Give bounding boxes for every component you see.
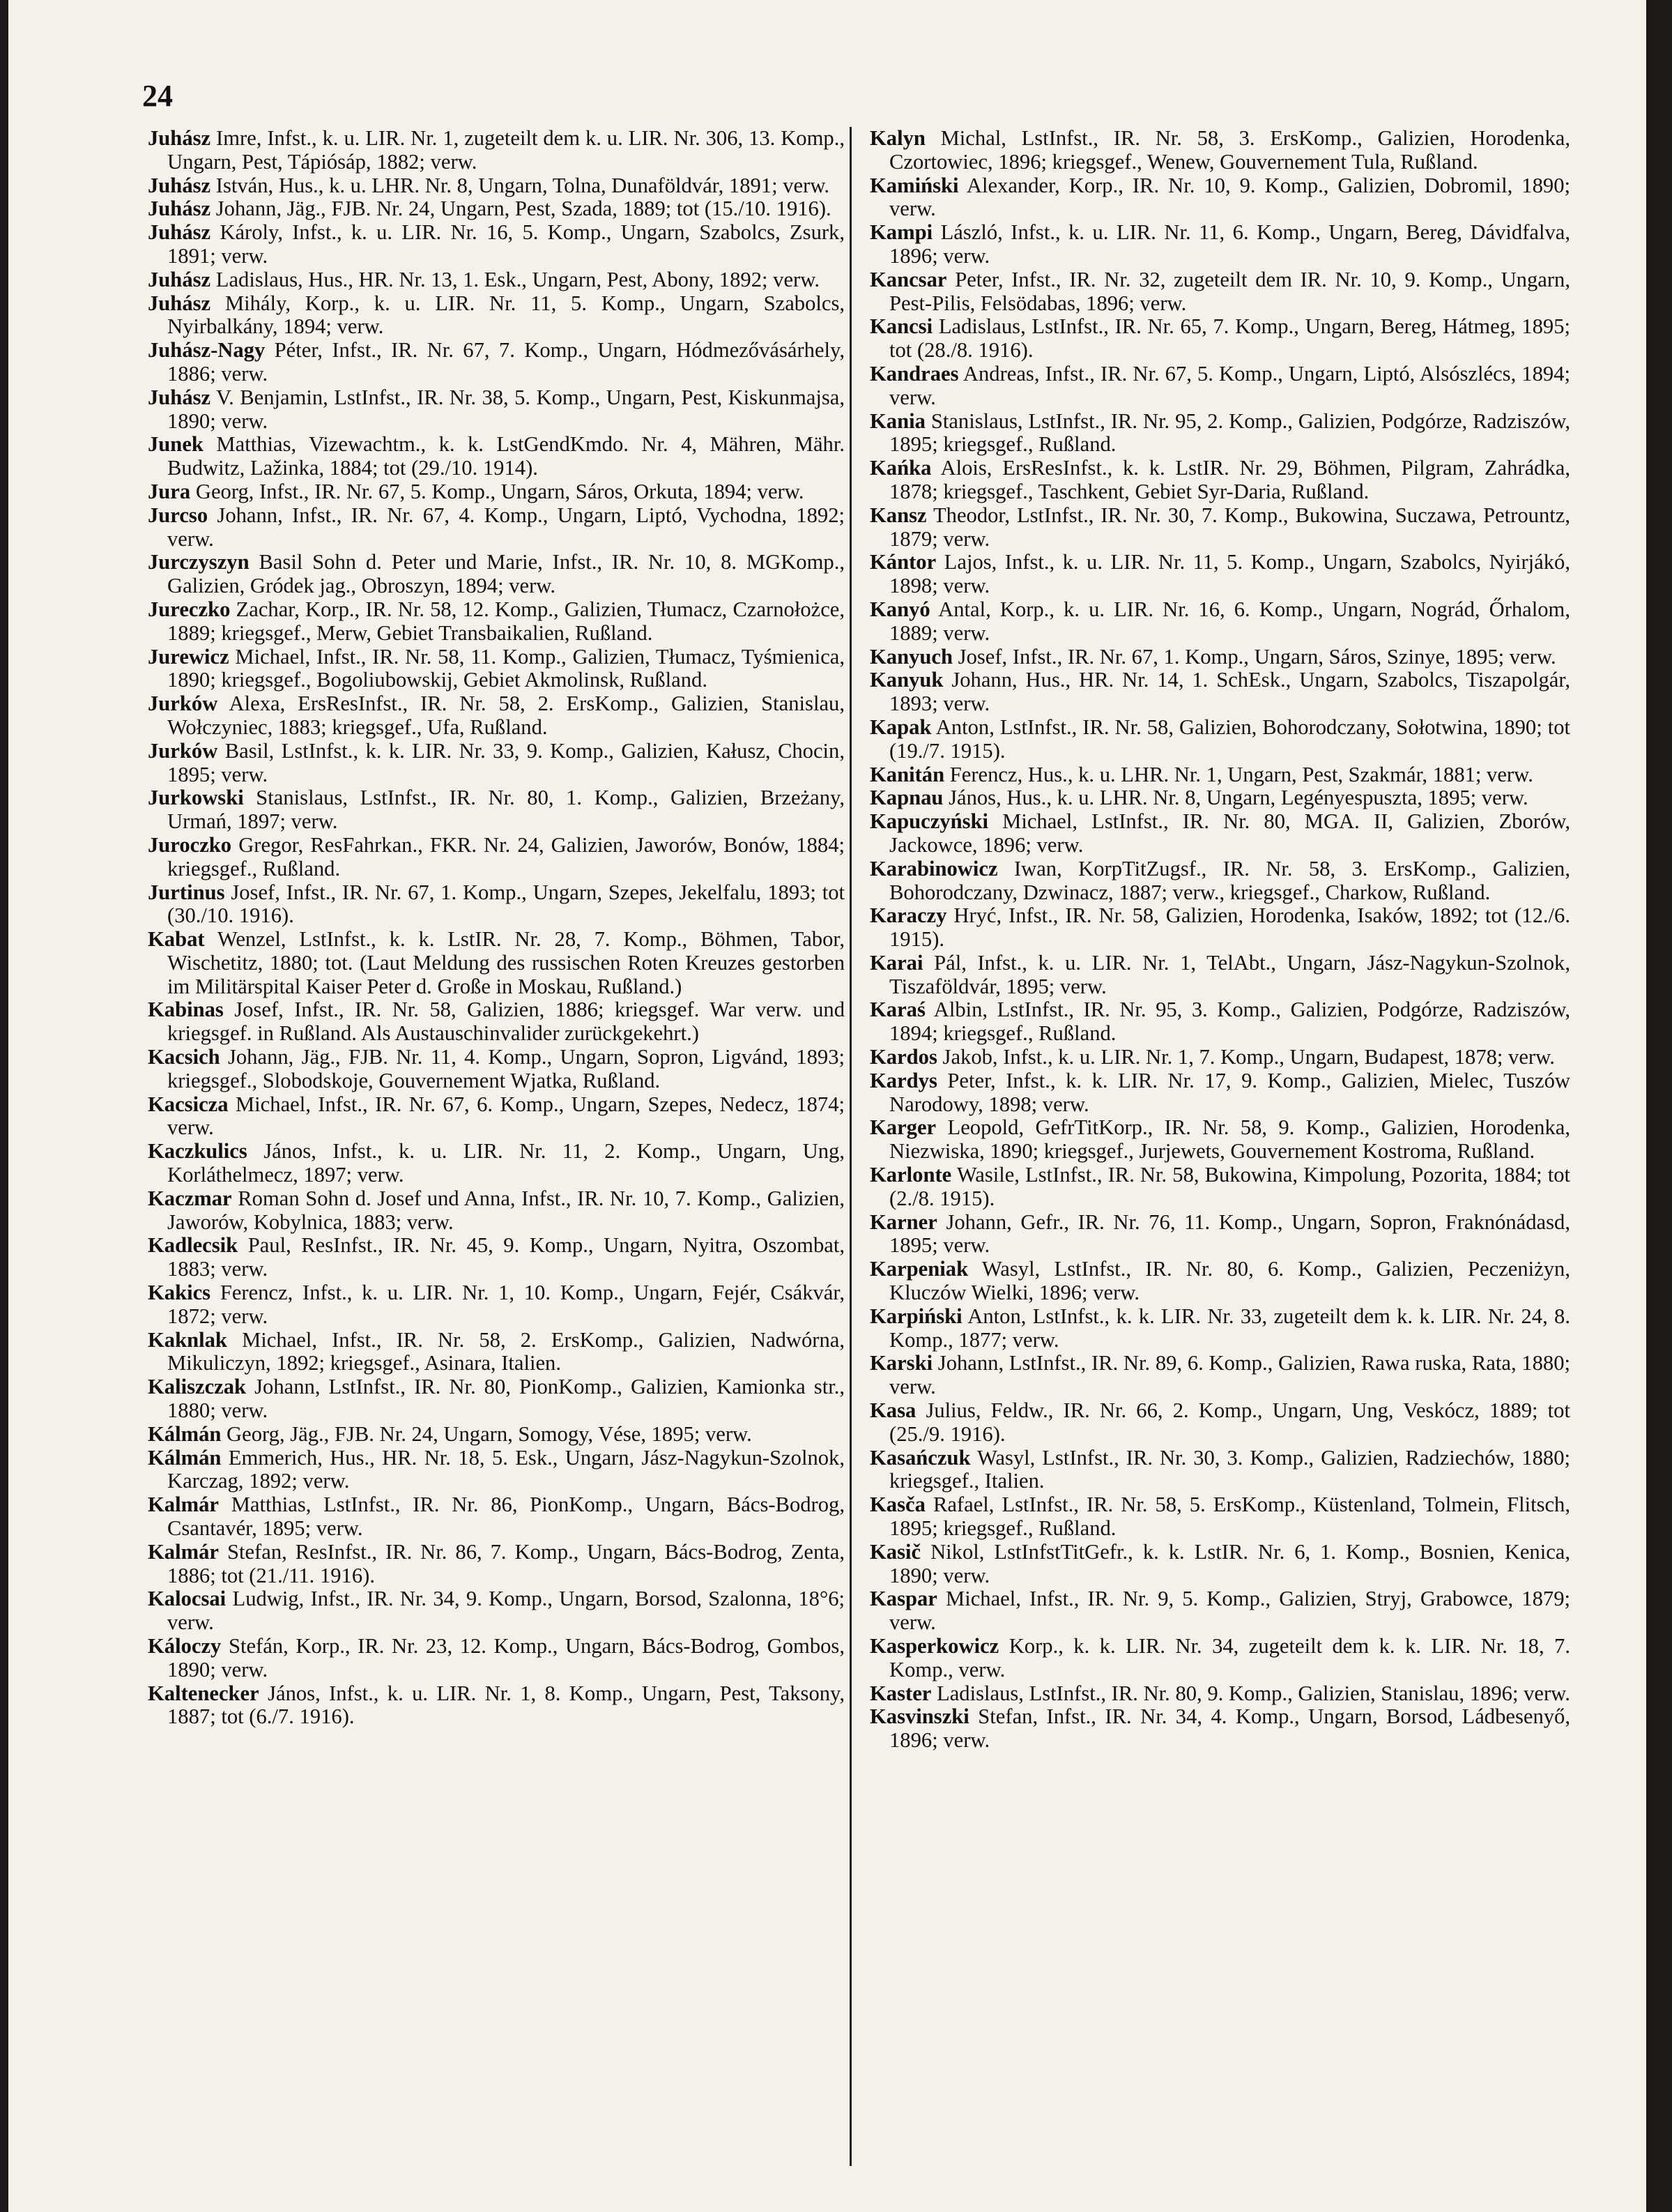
entry-details: Iwan, KorpTitZugsf., IR. Nr. 58, 3. ErsKomp., Galizien, Bohorodczany, Dzwinacz, 1887; verw., kriegsgef., Charkow, Rußland. <box>889 856 1570 904</box>
entry-surname: Kaczkulics <box>148 1139 247 1164</box>
entry-surname: Kapuczyński <box>870 809 989 834</box>
register-entry <box>148 1329 845 1376</box>
entry-details: Michal, LstInfst., IR. Nr. 58, 3. ErsKomp., Galizien, Horodenka, Czortowiec, 1896; kriegsgef., Wenew, Gouvernement Tula, Rußland. <box>889 127 1570 174</box>
entry-surname: Juhász <box>148 385 211 409</box>
entry-details: Alexa, ErsResInfst., IR. Nr. 58, 2. ErsKomp., Galizien, Stanislau, Wołczyniec, 1883; kriegsgef., Ufa, Rußland. <box>167 692 845 739</box>
entry-details: Károly, Infst., k. u. LIR. Nr. 16, 5. Komp., Ungarn, Szabolcs, Zsurk, 1891; verw. <box>167 220 845 268</box>
register-entry <box>148 692 845 740</box>
entry-details: István, Hus., k. u. LHR. Nr. 8, Ungarn, Tolna, Dunaföldvár, 1891; verw. <box>215 173 830 197</box>
entry-details: János, Infst., k. u. LIR. Nr. 1, 8. Komp., Ungarn, Pest, Taksony, 1887; tot (6./7. 1916). <box>167 1681 845 1729</box>
register-entry <box>870 669 1570 716</box>
register-entry <box>870 1635 1570 1682</box>
entry-surname: Kaknlak <box>148 1327 227 1352</box>
column-divider <box>850 127 852 2166</box>
register-entry <box>148 598 845 646</box>
entry-details: Hryć, Infst., IR. Nr. 58, Galizien, Horodenka, Isaków, 1892; tot (12./6. 1915). <box>889 903 1570 952</box>
register-entry <box>870 1069 1570 1117</box>
entry-surname: Kasańczuk <box>870 1445 971 1470</box>
entry-details: János, Hus., k. u. LHR. Nr. 8, Ungarn, Legényespuszta, 1895; verw. <box>949 786 1528 810</box>
entry-details: Wasyl, LstInfst., IR. Nr. 80, 6. Komp., Galizien, Peczeniżyn, Kluczów Wielki, 1896; verw. <box>889 1257 1570 1305</box>
register-entry <box>870 998 1570 1046</box>
left-column <box>148 127 845 2176</box>
entry-surname: Jurcso <box>148 503 208 527</box>
entry-surname: Juhász <box>148 173 211 197</box>
entry-details: Johann, Infst., IR. Nr. 67, 4. Komp., Ungarn, Liptó, Vychodna, 1892; verw. <box>167 503 845 551</box>
register-entry <box>870 174 1570 222</box>
register-entry <box>870 598 1570 646</box>
entry-surname: Káloczy <box>148 1634 222 1658</box>
entry-details: Basil Sohn d. Peter und Marie, Infst., IR. Nr. 10, 8. MGKomp., Galizien, Gródek jag., Obroszyn, 1894; verw. <box>167 550 845 598</box>
entry-surname: Kaster <box>870 1681 932 1705</box>
entry-surname: Kapak <box>870 715 932 739</box>
entry-surname: Kansz <box>870 503 927 527</box>
register-entry <box>870 763 1570 787</box>
entry-surname: Kancsi <box>870 314 933 339</box>
entry-surname: Kapnau <box>870 786 944 810</box>
register-entry <box>870 1587 1570 1635</box>
register-entry <box>148 221 845 268</box>
register-entry <box>148 433 845 480</box>
register-entry <box>870 904 1570 952</box>
entry-details: János, Infst., k. u. LIR. Nr. 11, 2. Komp., Ungarn, Ung, Korláthelmecz, 1897; verw. <box>167 1139 845 1187</box>
entry-details: Stefan, ResInfst., IR. Nr. 86, 7. Komp., Ungarn, Bács-Bodrog, Zenta, 1886; tot (21./11. 1916). <box>167 1539 845 1587</box>
entry-details: Matthias, LstInfst., IR. Nr. 86, PionKomp., Ungarn, Bács-Bodrog, Csantavér, 1895; verw. <box>167 1493 845 1541</box>
register-entry <box>870 221 1570 268</box>
entry-surname: Kakics <box>148 1281 211 1305</box>
entry-details: V. Benjamin, LstInfst., IR. Nr. 38, 5. Komp., Ungarn, Pest, Kiskunmajsa, 1890; verw. <box>167 385 845 433</box>
entry-surname: Kanyuk <box>870 668 944 692</box>
entry-details: Emmerich, Hus., HR. Nr. 18, 5. Esk., Ungarn, Jász-Nagykun-Szolnok, Karczag, 1892; verw. <box>167 1445 845 1493</box>
entry-details: Wenzel, LstInfst., k. k. LstIR. Nr. 28, 7. Komp., Böhmen, Tabor, Wischetitz, 1880; tot. (Laut Meldung des russischen Roten Kreuzes gestorben im Militärspital Kaiser Peter d. Große in Moskau, Rußland.) <box>167 927 845 998</box>
register-entry <box>870 457 1570 504</box>
entry-surname: Juhász <box>148 291 211 315</box>
entry-details: Alois, ErsResInfst., k. k. LstIR. Nr. 29, Böhmen, Pilgram, Zahrádka, 1878; kriegsgef., Taschkent, Gebiet Syr-Daria, Rußland. <box>889 456 1570 503</box>
register-entry <box>870 410 1570 457</box>
entry-details: Josef, Infst., IR. Nr. 58, Galizien, 1886; kriegsgef. War verw. und kriegsgef. in Rußland. Als Austauschinvalider zurückgekehrt.) <box>167 998 845 1046</box>
register-entry <box>148 480 845 504</box>
register-entry <box>148 834 845 881</box>
entry-surname: Juhász <box>148 197 211 221</box>
register-entry <box>148 386 845 434</box>
entry-surname: Karlonte <box>870 1163 952 1187</box>
entry-surname: Kasperkowicz <box>870 1634 999 1658</box>
entry-surname: Kanitán <box>870 762 945 786</box>
entry-details: Stefán, Korp., IR. Nr. 23, 12. Komp., Ungarn, Bács-Bodrog, Gombos, 1890; verw. <box>167 1634 845 1681</box>
entry-surname: Jurczyszyn <box>148 550 250 574</box>
entry-surname: Kanyuch <box>870 644 953 669</box>
entry-surname: Juhász <box>148 220 211 245</box>
register-entry <box>870 1116 1570 1164</box>
register-entry <box>148 1587 845 1635</box>
entry-details: Michael, Infst., IR. Nr. 67, 6. Komp., Ungarn, Szepes, Nedecz, 1874; verw. <box>167 1092 845 1140</box>
entry-surname: Kasča <box>870 1493 926 1517</box>
entry-surname: Karpeniak <box>870 1257 969 1281</box>
entry-details: Imre, Infst., k. u. LIR. Nr. 1, zugeteilt dem k. u. LIR. Nr. 306, 13. Komp., Ungarn, Pest, Tápiósáp, 1882; verw. <box>167 127 845 174</box>
entry-surname: Kalocsai <box>148 1587 227 1611</box>
entry-surname: Juhász-Nagy <box>148 338 266 363</box>
register-entry <box>870 1447 1570 1494</box>
entry-surname: Kabinas <box>148 998 224 1022</box>
entry-surname: Karaczy <box>870 903 947 928</box>
entry-details: Johann, Jäg., FJB. Nr. 11, 4. Komp., Ungarn, Sopron, Ligvánd, 1893; kriegsgef., Slobodskoje, Gouvernement Wjatka, Rußland. <box>167 1045 845 1092</box>
entry-details: Josef, Infst., IR. Nr. 67, 1. Komp., Ungarn, Sáros, Szinye, 1895; verw. <box>958 644 1556 669</box>
entry-surname: Kacsicza <box>148 1092 229 1116</box>
entry-surname: Kaliszczak <box>148 1375 247 1399</box>
entry-details: Péter, Infst., IR. Nr. 67, 7. Komp., Ungarn, Hódmezővásárhely, 1886; verw. <box>167 338 845 386</box>
entry-surname: Jura <box>148 479 191 503</box>
entry-surname: Kasič <box>870 1539 921 1564</box>
entry-details: Roman Sohn d. Josef und Anna, Infst., IR. Nr. 10, 7. Komp., Galizien, Jaworów, Kobylnica, 1883; verw. <box>167 1186 845 1234</box>
register-entry <box>870 1211 1570 1258</box>
register-entry <box>148 1281 845 1329</box>
entry-surname: Karaś <box>870 998 926 1022</box>
entry-details: Johann, Jäg., FJB. Nr. 24, Ungarn, Pest, Szada, 1889; tot (15./10. 1916). <box>215 197 831 221</box>
page-number: 24 <box>142 79 173 113</box>
register-entry <box>148 1493 845 1541</box>
entry-surname: Kanyó <box>870 597 930 621</box>
entry-surname: Kańka <box>870 456 932 480</box>
entry-details: Rafael, LstInfst., IR. Nr. 58, 5. ErsKomp., Küstenland, Tolmein, Flitsch, 1895; kriegsgef., Rußland. <box>889 1493 1570 1541</box>
entry-details: Korp., k. k. LIR. Nr. 34, zugeteilt dem k. k. LIR. Nr. 18, 7. Komp., verw. <box>889 1634 1570 1681</box>
entry-surname: Karai <box>870 950 923 975</box>
entry-surname: Kaspar <box>870 1587 937 1611</box>
entry-details: Ladislaus, Hus., HR. Nr. 13, 1. Esk., Ungarn, Pest, Abony, 1892; verw. <box>215 267 820 291</box>
register-entry <box>870 857 1570 905</box>
entry-surname: Karger <box>870 1115 937 1140</box>
register-entry <box>148 504 845 551</box>
register-entry <box>148 127 845 174</box>
entry-surname: Kandraes <box>870 361 959 386</box>
entry-details: László, Infst., k. u. LIR. Nr. 11, 6. Komp., Ungarn, Bereg, Dávidfalva, 1896; verw. <box>889 220 1570 268</box>
entry-surname: Juroczko <box>148 832 232 857</box>
register-entry <box>148 786 845 834</box>
register-entry <box>870 1046 1570 1069</box>
entry-details: Stanislaus, LstInfst., IR. Nr. 95, 2. Komp., Galizien, Podgórze, Radziszów, 1895; kriegsgef., Rußland. <box>889 409 1570 457</box>
entry-details: Anton, LstInfst., IR. Nr. 58, Galizien, Bohorodczany, Sołotwina, 1890; tot (19./7. 1915). <box>889 715 1570 763</box>
register-entry <box>870 504 1570 551</box>
entry-details: Lajos, Infst., k. u. LIR. Nr. 11, 5. Komp., Ungarn, Szabolcs, Nyirjákó, 1898; verw. <box>889 550 1570 598</box>
entry-details: Michael, LstInfst., IR. Nr. 80, MGA. II, Galizien, Zborów, Jackowce, 1896; verw. <box>889 809 1570 857</box>
register-entry <box>870 315 1570 363</box>
register-entry <box>148 646 845 693</box>
register-entry <box>148 998 845 1046</box>
entry-surname: Jurków <box>148 738 218 763</box>
entry-details: Basil, LstInfst., k. k. LIR. Nr. 33, 9. Komp., Galizien, Kałusz, Chocin, 1895; verw. <box>167 738 845 786</box>
entry-details: Gregor, ResFahrkan., FKR. Nr. 24, Galizien, Jaworów, Bonów, 1884; kriegsgef., Rußland. <box>167 832 845 880</box>
register-entry <box>148 1635 845 1682</box>
entry-details: Johann, Gefr., IR. Nr. 76, 11. Komp., Ungarn, Sopron, Fraknónádasd, 1895; verw. <box>889 1210 1570 1258</box>
entry-surname: Jurewicz <box>148 644 229 669</box>
register-entry <box>148 1187 845 1235</box>
entry-surname: Kálmán <box>148 1421 222 1446</box>
entry-surname: Kancsar <box>870 267 947 291</box>
register-entry <box>148 1140 845 1187</box>
entry-details: Stanislaus, LstInfst., IR. Nr. 80, 1. Komp., Galizien, Brzeżany, Urmań, 1897; verw. <box>167 786 845 834</box>
entry-details: Johann, LstInfst., IR. Nr. 80, PionKomp., Galizien, Kamionka str., 1880; verw. <box>167 1375 845 1423</box>
entry-details: Albin, LstInfst., IR. Nr. 95, 3. Komp., Galizien, Podgórze, Radziszów, 1894; kriegsgef., Rußland. <box>889 998 1570 1046</box>
register-entry <box>870 1682 1570 1706</box>
register-entry <box>148 1046 845 1093</box>
entry-details: Andreas, Infst., IR. Nr. 67, 5. Komp., Ungarn, Liptó, Alsószlécs, 1894; verw. <box>889 361 1570 409</box>
register-entry <box>148 881 845 929</box>
register-entry <box>148 268 845 292</box>
entry-details: Wasile, LstInfst., IR. Nr. 58, Bukowina, Kimpolung, Pozorita, 1884; tot (2./8. 1915). <box>889 1163 1570 1210</box>
register-entry <box>870 716 1570 763</box>
entry-details: Josef, Infst., IR. Nr. 67, 1. Komp., Ungarn, Szepes, Jekelfalu, 1893; tot (30./10. 1916). <box>167 880 845 928</box>
register-entry <box>148 1093 845 1141</box>
register-entry <box>148 1682 845 1730</box>
entry-surname: Kadlecsik <box>148 1233 238 1258</box>
document-page <box>8 0 1646 2212</box>
register-entry <box>148 928 845 998</box>
register-entry <box>148 551 845 598</box>
entry-surname: Kaczmar <box>148 1186 232 1210</box>
entry-surname: Kalyn <box>870 127 926 150</box>
entry-details: Peter, Infst., k. k. LIR. Nr. 17, 9. Komp., Galizien, Mielec, Tuszów Narodowy, 1898; verw. <box>889 1068 1570 1116</box>
entry-surname: Kamiński <box>870 173 959 197</box>
entry-details: Michael, Infst., IR. Nr. 58, 2. ErsKomp., Galizien, Nadwórna, Mikuliczyn, 1892; kriegsgef., Asinara, Italien. <box>167 1327 845 1375</box>
entry-details: Alexander, Korp., IR. Nr. 10, 9. Komp., Galizien, Dobromil, 1890; verw. <box>889 173 1570 221</box>
register-entry <box>148 292 845 340</box>
entry-details: Ladislaus, LstInfst., IR. Nr. 65, 7. Komp., Ungarn, Bereg, Hátmeg, 1895; tot (28./8. 1916). <box>889 314 1570 363</box>
entry-surname: Junek <box>148 432 204 457</box>
entry-surname: Kálmán <box>148 1445 222 1470</box>
entry-surname: Jureczko <box>148 597 231 621</box>
register-entry <box>148 174 845 198</box>
entry-surname: Juhász <box>148 127 211 150</box>
entry-surname: Karski <box>870 1351 933 1375</box>
entry-details: Theodor, LstInfst., IR. Nr. 30, 7. Komp., Bukowina, Suczawa, Petrountz, 1879; verw. <box>889 503 1570 551</box>
entry-details: Nikol, LstInfstTitGefr., k. k. LstIR. Nr. 6, 1. Komp., Bosnien, Kenica, 1890; verw. <box>889 1539 1570 1587</box>
entry-details: Jakob, Infst., k. u. LIR. Nr. 1, 7. Komp., Ungarn, Budapest, 1878; verw. <box>942 1045 1555 1069</box>
register-entry <box>870 646 1570 669</box>
entry-details: Leopold, GefrTitKorp., IR. Nr. 58, 9. Komp., Galizien, Horodenka, Niezwiska, 1890; kriegsgef., Jurjewets, Gouvernement Kostroma, Rußland. <box>889 1115 1570 1164</box>
register-entry <box>148 1423 845 1447</box>
entry-surname: Kasa <box>870 1398 916 1423</box>
entry-surname: Kántor <box>870 550 937 574</box>
register-entry <box>148 339 845 386</box>
entry-surname: Kaltenecker <box>148 1681 259 1705</box>
entry-details: Michael, Infst., IR. Nr. 9, 5. Komp., Galizien, Stryj, Grabowce, 1879; verw. <box>889 1587 1570 1635</box>
entry-surname: Karpiński <box>870 1304 962 1328</box>
entry-surname: Kalmár <box>148 1539 219 1564</box>
entry-surname: Kardos <box>870 1045 937 1069</box>
register-entry <box>148 1234 845 1281</box>
entry-details: Peter, Infst., IR. Nr. 32, zugeteilt dem IR. Nr. 10, 9. Komp., Ungarn, Pest-Pilis, Felsödabas, 1896; verw. <box>889 267 1570 315</box>
entry-surname: Kasvinszki <box>870 1704 969 1729</box>
entry-surname: Jurtinus <box>148 880 225 904</box>
entry-details: Wasyl, LstInfst., IR. Nr. 30, 3. Komp., Galizien, Radziechów, 1880; kriegsgef., Italien. <box>889 1445 1570 1493</box>
register-entry <box>870 1541 1570 1588</box>
entry-surname: Jurków <box>148 692 218 716</box>
entry-details: Antal, Korp., k. u. LIR. Nr. 16, 6. Komp., Ungarn, Nográd, Őrhalom, 1889; verw. <box>889 597 1570 645</box>
entry-details: Ladislaus, LstInfst., IR. Nr. 80, 9. Komp., Galizien, Stanislau, 1896; verw. <box>937 1681 1570 1705</box>
entry-details: Paul, ResInfst., IR. Nr. 45, 9. Komp., Ungarn, Nyitra, Oszombat, 1883; verw. <box>167 1233 845 1281</box>
entry-details: Anton, LstInfst., k. k. LIR. Nr. 33, zugeteilt dem k. k. LIR. Nr. 24, 8. Komp., 1877; verw. <box>889 1304 1570 1352</box>
entry-details: Ludwig, Infst., IR. Nr. 34, 9. Komp., Ungarn, Borsod, Szalonna, 18°6; verw. <box>167 1587 845 1635</box>
entry-details: Georg, Infst., IR. Nr. 67, 5. Komp., Ungarn, Sáros, Orkuta, 1894; verw. <box>195 479 804 503</box>
register-entry <box>870 268 1570 316</box>
register-entry <box>870 952 1570 999</box>
entry-details: Zachar, Korp., IR. Nr. 58, 12. Komp., Galizien, Tłumacz, Czarnołożce, 1889; kriegsgef., Merw, Gebiet Transbaikalien, Rußland. <box>167 597 845 645</box>
entry-details: Michael, Infst., IR. Nr. 58, 11. Komp., Galizien, Tłumacz, Tyśmienica, 1890; kriegsgef., Bogoliubowskij, Gebiet Akmolinsk, Rußland. <box>167 644 845 692</box>
register-entry <box>870 810 1570 857</box>
register-entry <box>870 1399 1570 1447</box>
entry-surname: Juhász <box>148 267 211 291</box>
entry-surname: Kabat <box>148 927 205 952</box>
register-entry <box>870 363 1570 410</box>
entry-details: Ferencz, Infst., k. u. LIR. Nr. 1, 10. Komp., Ungarn, Fejér, Csákvár, 1872; verw. <box>167 1281 845 1328</box>
register-entry <box>148 1447 845 1494</box>
entry-surname: Kalmár <box>148 1493 219 1517</box>
entry-details: Georg, Jäg., FJB. Nr. 24, Ungarn, Somogy, Vése, 1895; verw. <box>227 1421 752 1446</box>
entry-details: Julius, Feldw., IR. Nr. 66, 2. Komp., Ungarn, Ung, Veskócz, 1889; tot (25./9. 1916). <box>889 1398 1570 1446</box>
entry-details: Johann, Hus., HR. Nr. 14, 1. SchEsk., Ungarn, Szabolcs, Tiszapolgár, 1893; verw. <box>889 668 1570 716</box>
register-entry <box>870 1164 1570 1211</box>
register-entry <box>870 1493 1570 1541</box>
register-entry <box>870 1258 1570 1305</box>
entry-surname: Kacsich <box>148 1045 220 1069</box>
entry-surname: Kampi <box>870 220 933 245</box>
register-entry <box>870 786 1570 810</box>
register-entry <box>148 1375 845 1423</box>
entry-surname: Kania <box>870 409 926 433</box>
register-entry <box>870 1352 1570 1399</box>
register-entry <box>870 551 1570 598</box>
register-entry <box>148 740 845 787</box>
register-entry <box>870 127 1570 174</box>
entry-surname: Kardys <box>870 1068 937 1092</box>
entry-details: Ferencz, Hus., k. u. LHR. Nr. 1, Ungarn, Pest, Szakmár, 1881; verw. <box>949 762 1533 786</box>
register-entry <box>870 1705 1570 1753</box>
entry-details: Stefan, Infst., IR. Nr. 34, 4. Komp., Ungarn, Borsod, Ládbesenyő, 1896; verw. <box>889 1704 1570 1753</box>
entry-details: Johann, LstInfst., IR. Nr. 89, 6. Komp., Galizien, Rawa ruska, Rata, 1880; verw. <box>889 1351 1570 1399</box>
right-column <box>870 127 1570 2176</box>
register-entry <box>870 1305 1570 1352</box>
entry-surname: Karabinowicz <box>870 856 998 880</box>
entry-surname: Jurkowski <box>148 786 244 810</box>
entry-details: Matthias, Vizewachtm., k. k. LstGendKmdo. Nr. 4, Mähren, Mähr. Budwitz, Lažinka, 1884; tot (29./10. 1914). <box>167 432 845 480</box>
register-entry <box>148 197 845 221</box>
register-entry <box>148 1541 845 1588</box>
entry-details: Pál, Infst., k. u. LIR. Nr. 1, TelAbt., Ungarn, Jász-Nagykun-Szolnok, Tiszaföldvár, 1895; verw. <box>889 950 1570 998</box>
entry-details: Mihály, Korp., k. u. LIR. Nr. 11, 5. Komp., Ungarn, Szabolcs, Nyirbalkány, 1894; verw. <box>167 291 845 339</box>
entry-surname: Karner <box>870 1210 937 1234</box>
